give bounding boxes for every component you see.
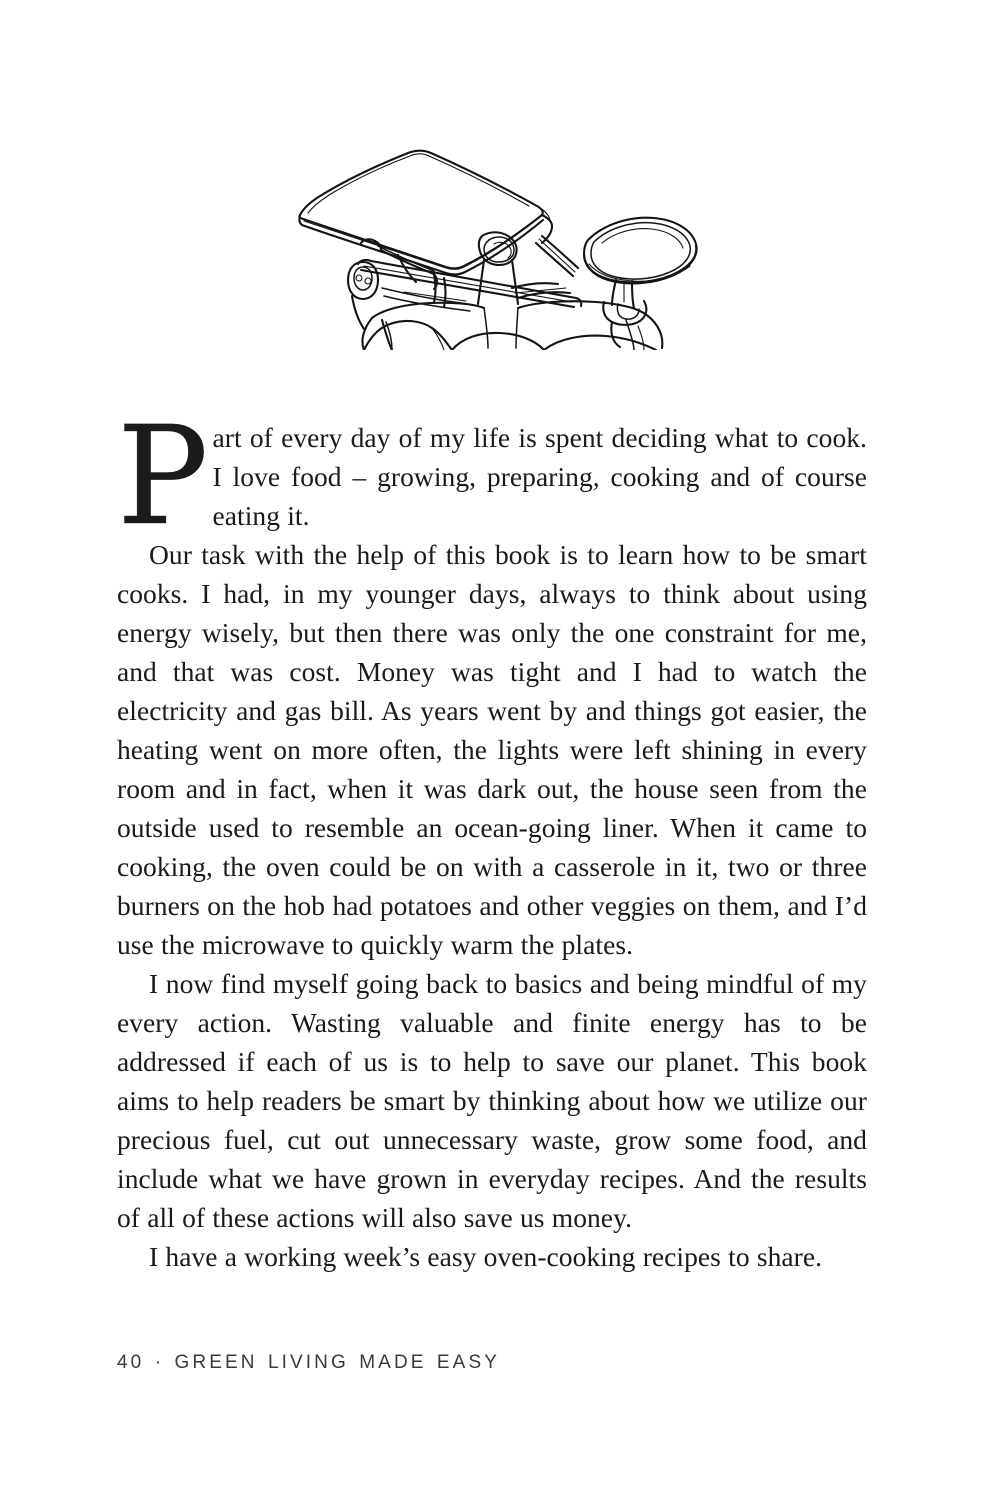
scale-tray-arm-left <box>536 236 578 276</box>
drop-cap-letter: P <box>117 398 207 556</box>
paragraph-2: Our task with the help of this book is to learn how to be smart cooks. I had, in my younger days, always to think about using energy wisely, but then there was only the one constraint for me, and that was cost. Money was tight and I had to watch the electricity and gas bill. As years went by and things got easier, the heating went on more often, the lights were left shining in every room and in fact, when it was dark out, the house seen from the outside used to resemble an ocean-going liner. When it came to cooking, the oven could be on with a casserole in it, two or three burners on the hob had potatoes and other veggies on them, and I’d use the microwave to quickly warm the plates. <box>117 539 867 960</box>
scale-tray-left <box>299 151 552 275</box>
body-text <box>117 398 867 1276</box>
paragraph-1 <box>117 398 867 556</box>
paragraph-4: I have a working week’s easy oven-cooking recipes to share. <box>149 1241 823 1272</box>
scale-pan-right <box>584 218 697 308</box>
scale-beam <box>358 260 581 307</box>
page-footer: 40 · GREEN LIVING MADE EASY <box>117 1352 501 1373</box>
scale-pedestal-right <box>603 301 646 347</box>
paragraph-1-text: art of every day of my life is spent deciding what to cook. I love food – growing, preparing, cooking and of course eating it. <box>212 422 867 531</box>
paragraph-3: I now find myself going back to basics and being mindful of my every action. Wasting valuable and finite energy has to be addressed if each of us is to help to save our planet. This book aims to help readers be smart by thinking about how we utilize our precious fuel, cut out unnecessary waste, grow some food, and include what we have grown in everyday recipes. And the results of all of these actions will also save us money. <box>117 968 867 1233</box>
balance-scale-illustration <box>286 88 706 350</box>
